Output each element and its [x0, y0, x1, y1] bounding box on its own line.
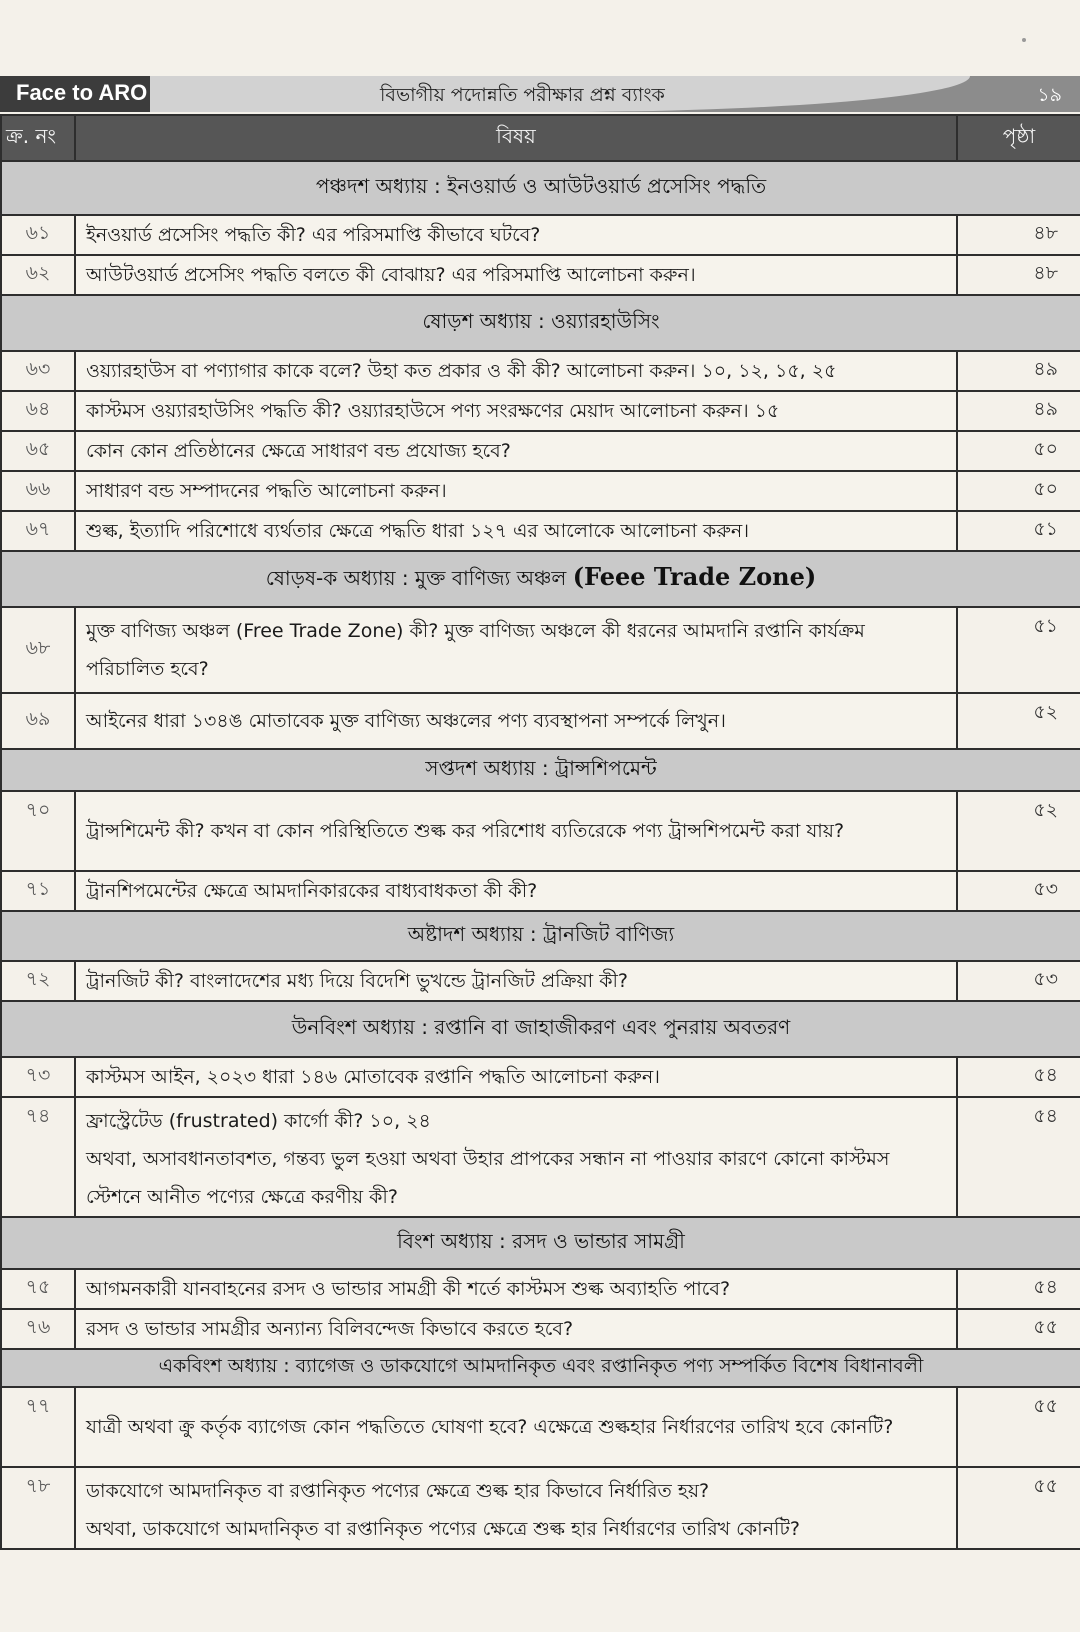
row-page: ৫৩: [957, 871, 1080, 911]
table-row: [1, 255, 1080, 295]
row-question: ওয়্যারহাউস বা পণ্যাগার কাকে বলে? উহা কত প্রকার ও কী কী? আলোচনা করুন। ১০, ১২, ১৫, ২৫: [75, 351, 957, 391]
section-heading: [1, 551, 1080, 607]
section-title: উনবিংশ অধ্যায় : রপ্তানি বা জাহাজীকরণ এবং পুনরায় অবতরণ: [1, 1001, 1080, 1057]
row-number: ৭৬: [1, 1309, 75, 1349]
table-row: [1, 607, 1080, 693]
row-number: ৬৭: [1, 511, 75, 551]
row-page: ৪৯: [957, 391, 1080, 431]
row-page: ৫৩: [957, 961, 1080, 1001]
row-page: ৫৫: [957, 1467, 1080, 1549]
row-number: ৬৩: [1, 351, 75, 391]
table-row: [1, 693, 1080, 749]
section-heading: [1, 1217, 1080, 1269]
column-header-subject: বিষয়: [75, 115, 957, 161]
contents-table: [0, 114, 1080, 1550]
row-page: ৫৫: [957, 1309, 1080, 1349]
page-header: [0, 76, 1080, 112]
table-row: [1, 471, 1080, 511]
row-question: মুক্ত বাণিজ্য অঞ্চল (Free Trade Zone) কী? মুক্ত বাণিজ্য অঞ্চলে কী ধরনের আমদানি রপ্তানি কার্যক্রম পরিচালিত হবে?: [75, 607, 957, 693]
row-question: ট্রানশিপমেন্টের ক্ষেত্রে আমদানিকারকের বাধ্যবাধকতা কী কী?: [75, 871, 957, 911]
row-question: কাস্টমস আইন, ২০২৩ ধারা ১৪৬ মোতাবেক রপ্তানি পদ্ধতি আলোচনা করুন।: [75, 1057, 957, 1097]
table-row: [1, 1309, 1080, 1349]
row-number: ৬৮: [1, 607, 75, 693]
section-heading: [1, 161, 1080, 215]
row-number: ৬২: [1, 255, 75, 295]
row-question-cell: [75, 1097, 957, 1217]
row-page: ৪৮: [957, 255, 1080, 295]
row-number: ৬৬: [1, 471, 75, 511]
section-title: সপ্তদশ অধ্যায় : ট্রান্সশিপমেন্ট: [1, 749, 1080, 791]
row-number: ৭০: [1, 791, 75, 871]
row-page: ৫৪: [957, 1269, 1080, 1309]
book-title: বিভাগীয় পদোন্নতি পরীক্ষার প্রশ্ন ব্যাংক: [380, 84, 665, 106]
table-row: [1, 511, 1080, 551]
row-question: ইনওয়ার্ড প্রসেসিং পদ্ধতি কী? এর পরিসমাপ্তি কীভাবে ঘটবে?: [75, 215, 957, 255]
section-heading: [1, 1349, 1080, 1387]
row-question: ট্রানজিট কী? বাংলাদেশের মধ্য দিয়ে বিদেশি ভুখন্ডে ট্রানজিট প্রক্রিয়া কী?: [75, 961, 957, 1001]
table-row: [1, 1057, 1080, 1097]
row-question-cell: [75, 1467, 957, 1549]
section-title: বিংশ অধ্যায় : রসদ ও ভান্ডার সামগ্রী: [1, 1217, 1080, 1269]
row-question: শুল্ক, ইত্যাদি পরিশোধে ব্যর্থতার ক্ষেত্রে পদ্ধতি ধারা ১২৭ এর আলোকে আলোচনা করুন।: [75, 511, 957, 551]
section-heading: [1, 911, 1080, 961]
row-number: ৭২: [1, 961, 75, 1001]
row-page: ৫২: [957, 693, 1080, 749]
table-row: [1, 351, 1080, 391]
column-header-no: ক্র. নং: [1, 115, 75, 161]
table-row: [1, 961, 1080, 1001]
page-speck: [1022, 38, 1026, 42]
row-number: ৭৪: [1, 1097, 75, 1217]
row-question: আইনের ধারা ১৩৪ঙ মোতাবেক মুক্ত বাণিজ্য অঞ্চলের পণ্য ব্যবস্থাপনা সম্পর্কে লিখুন।: [75, 693, 957, 749]
section-title: একবিংশ অধ্যায় : ব্যাগেজ ও ডাকযোগে আমদানিকৃত এবং রপ্তানিকৃত পণ্য সম্পর্কিত বিশেষ বিধানাবলী: [1, 1349, 1080, 1387]
row-page: ৫০: [957, 471, 1080, 511]
row-number: ৬৫: [1, 431, 75, 471]
row-number: ৬৯: [1, 693, 75, 749]
section-title-cell: [1, 551, 1080, 607]
row-page: ৫৪: [957, 1097, 1080, 1217]
row-page: ৪৮: [957, 215, 1080, 255]
table-row: [1, 1467, 1080, 1549]
row-page: ৫২: [957, 791, 1080, 871]
row-number: ৭৩: [1, 1057, 75, 1097]
section-heading: [1, 749, 1080, 791]
row-number: ৭৮: [1, 1467, 75, 1549]
row-page: ৫৫: [957, 1387, 1080, 1467]
table-row: [1, 215, 1080, 255]
column-header-page: পৃষ্ঠা: [957, 115, 1080, 161]
row-page: ৫০: [957, 431, 1080, 471]
section-heading: [1, 1001, 1080, 1057]
row-question: আউটওয়ার্ড প্রসেসিং পদ্ধতি বলতে কী বোঝায়? এর পরিসমাপ্তি আলোচনা করুন।: [75, 255, 957, 295]
row-number: ৬১: [1, 215, 75, 255]
section-title: ষোড়ষ-ক অধ্যায় : মুক্ত বাণিজ্য অঞ্চল: [265, 565, 567, 590]
row-question: রসদ ও ভান্ডার সামগ্রীর অন্যান্য বিলিবন্দেজ কিভাবে করতে হবে?: [75, 1309, 957, 1349]
row-number: ৭১: [1, 871, 75, 911]
row-question: ডাকযোগে আমদানিকৃত বা রপ্তানিকৃত পণ্যের ক্ষেত্রে শুল্ক হার কিভাবে নির্ধারিত হয়?: [86, 1480, 710, 1502]
page-number: ১৯: [1037, 84, 1062, 106]
row-page: ৫১: [957, 511, 1080, 551]
row-number: ৭৭: [1, 1387, 75, 1467]
section-title: পঞ্চদশ অধ্যায় : ইনওয়ার্ড ও আউটওয়ার্ড প্রসেসিং পদ্ধতি: [1, 161, 1080, 215]
row-question: কাস্টমস ওয়্যারহাউসিং পদ্ধতি কী? ওয়্যারহাউসে পণ্য সংরক্ষণের মেয়াদ আলোচনা করুন। ১৫: [75, 391, 957, 431]
table-row: [1, 1097, 1080, 1217]
row-question: সাধারণ বন্ড সম্পাদনের পদ্ধতি আলোচনা করুন।: [75, 471, 957, 511]
row-question: আগমনকারী যানবাহনের রসদ ও ভান্ডার সামগ্রী কী শর্তে কাস্টমস শুল্ক অব্যাহতি পাবে?: [75, 1269, 957, 1309]
row-page: ৫৪: [957, 1057, 1080, 1097]
row-question: যাত্রী অথবা ক্রু কর্তৃক ব্যাগেজ কোন পদ্ধতিতে ঘোষণা হবে? এক্ষেত্রে শুল্কহার নির্ধারণের তারিখ হবে কোনটি?: [75, 1387, 957, 1467]
table-row: [1, 1269, 1080, 1309]
section-heading: [1, 295, 1080, 351]
brand-title: Face to ARO: [16, 80, 148, 105]
row-number: ৭৫: [1, 1269, 75, 1309]
table-row: [1, 1387, 1080, 1467]
row-question: ট্রান্সশিমেন্ট কী? কখন বা কোন পরিস্থিতিতে শুল্ক কর পরিশোধ ব্যতিরেকে পণ্য ট্রান্সশিপমেন্ট করা যায়?: [75, 791, 957, 871]
section-title: ষোড়শ অধ্যায় : ওয়্যারহাউসিং: [1, 295, 1080, 351]
table-row: [1, 791, 1080, 871]
row-question-alternative: অথবা, ডাকযোগে আমদানিকৃত বা রপ্তানিকৃত পণ্যের ক্ষেত্রে শুল্ক হার নির্ধারণের তারিখ কোনটি?: [86, 1518, 800, 1540]
row-question: কোন কোন প্রতিষ্ঠানের ক্ষেত্রে সাধারণ বন্ড প্রযোজ্য হবে?: [75, 431, 957, 471]
row-question: ফ্রাস্ট্রেটেড (frustrated) কার্গো কী? ১০, ২৪: [86, 1110, 431, 1132]
row-number: ৬৪: [1, 391, 75, 431]
row-question-alternative: অথবা, অসাবধানতাবশত, গন্তব্য ভুল হওয়া অথবা উহার প্রাপকের সন্ধান না পাওয়ার কারণে কোনো কাস্টমস স্টেশনে আনীত পণ্যের ক্ষেত্রে করণীয় কী?: [86, 1148, 890, 1208]
table-header-row: [1, 115, 1080, 161]
section-title: অষ্টাদশ অধ্যায় : ট্রানজিট বাণিজ্য: [1, 911, 1080, 961]
section-title-english: (Feee Trade Zone): [572, 561, 817, 591]
table-row: [1, 871, 1080, 911]
table-row: [1, 431, 1080, 471]
table-row: [1, 391, 1080, 431]
row-page: ৪৯: [957, 351, 1080, 391]
row-page: ৫১: [957, 607, 1080, 693]
